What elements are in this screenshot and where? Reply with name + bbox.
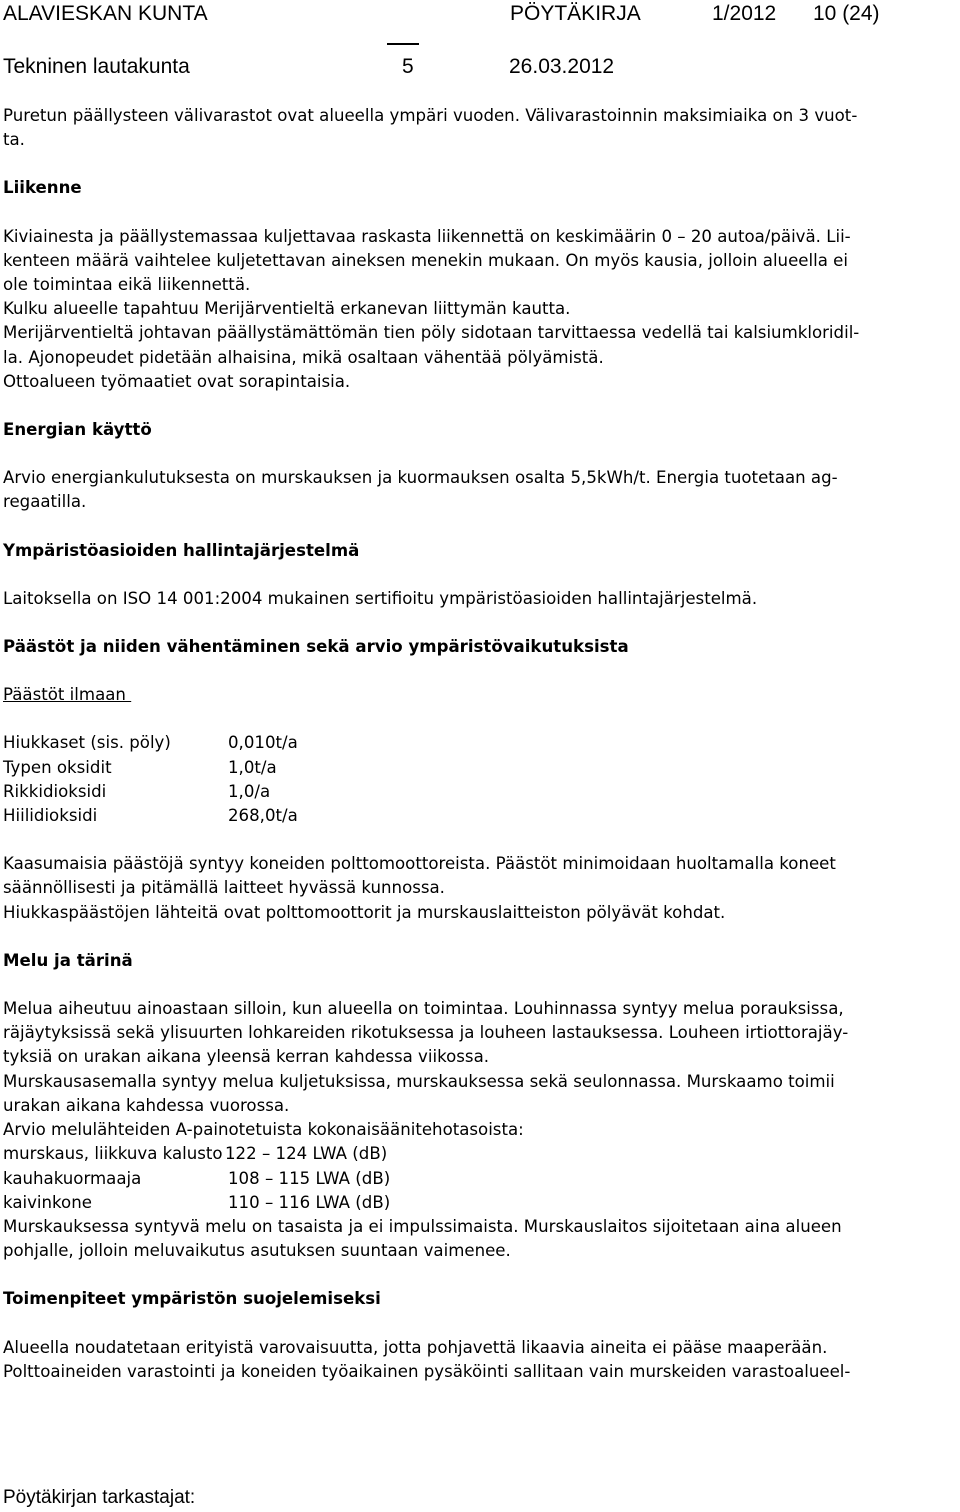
paragraph-line: Melua aiheutuu ainoastaan silloin, kun alueella on toimintaa. Louhinnassa syntyy melua porauksissa, [3,999,844,1019]
emission-name: Hiukkaset (sis. pöly) [3,733,171,753]
noise-row [3,1191,953,1215]
paragraph-line: Murskausasemalla syntyy melua kuljetuksissa, murskauksessa sekä seulonnassa. Murskaamo toimii [3,1071,835,1091]
paragraph-line: Arvio energiankulutuksesta on murskauksen ja kuormauksen osalta 5,5kWh/t. Energia tuotetaan ag- [3,468,838,488]
emission-row [3,804,953,828]
organization-name: ALAVIESKAN KUNTA [3,2,208,25]
paragraph-line: la. Ajonopeudet pidetään alhaisina, mikä osaltaan vähentää pölyämistä. [3,347,604,367]
paragraph-line: tyksiä on urakan aikana yleensä kerran kahdessa viikossa. [3,1047,490,1067]
emission-row [3,780,953,804]
page-number: 10 (24) [813,2,880,25]
heading-energy: Energian käyttö [3,420,152,440]
emission-name: Typen oksidit [3,757,112,777]
emission-value: 268,0t/a [228,806,298,826]
paragraph-line: säännöllisesti ja pitämällä laitteet hyvässä kunnossa. [3,878,445,898]
paragraph-line: Laitoksella on ISO 14 001:2004 mukainen sertifioitu ympäristöasioiden hallintajärjestelmä. [3,588,758,608]
heading-measures: Toimenpiteet ympäristön suojelemiseksi [3,1289,381,1309]
emission-value: 0,010t/a [228,733,298,753]
heading-noise: Melu ja tärinä [3,950,133,970]
emission-value: 1,0t/a [228,757,277,777]
noise-level: 110 – 116 LWA (dB) [228,1192,391,1212]
noise-row [3,1142,953,1166]
paragraph-line: Murskauksessa syntyvä melu on tasaista ja ei impulssimaista. Murskauslaitos sijoitetaan aina alueen [3,1216,842,1236]
emission-name: Rikkidioksidi [3,781,107,801]
paragraph-line: pohjalle, jolloin meluvaikutus asutuksen suuntaan vaimenee. [3,1241,511,1261]
paragraph-line: urakan aikana kahdessa vuorossa. [3,1095,290,1115]
board-name: Tekninen lautakunta [3,55,190,78]
paragraph-line: Kulku alueelle tapahtuu Merijärventieltä erkanevan liittymän kautta. [3,299,571,319]
paragraph-line: räjäytyksissä sekä ylisuurten lohkareiden rikotuksessa ja louheen lastauksessa. Louheen irtiottorajäy- [3,1023,849,1043]
paragraph-line: Kaasumaisia päästöjä syntyy koneiden polttomoottoreista. Päästöt minimoidaan huoltamalla koneet [3,854,836,874]
noise-source: kaivinkone [3,1192,92,1212]
paragraph-line: ole toimintaa eikä liikennettä. [3,275,251,295]
emission-value: 1,0/a [228,781,271,801]
paragraph-line: Polttoaineiden varastointi ja koneiden työaikainen pysäköinti sallitaan vain murskeiden varastoalueel- [3,1361,851,1381]
paragraph-line: Alueella noudatetaan erityistä varovaisuutta, jotta pohjavettä likaavia aineita ei pääse maaperään. [3,1337,828,1357]
heading-emissions: Päästöt ja niiden vähentäminen sekä arvio ympäristövaikutuksista [3,637,629,657]
subheading-air-emissions: Päästöt ilmaan [3,685,132,705]
emission-row [3,756,953,780]
paragraph-line: Ottoalueen työmaatiet ovat sorapintaisia. [3,371,351,391]
page-header [0,0,960,90]
paragraph-line: Kiviainesta ja päällystemassaa kuljettavaa raskasta liikennettä on keskimäärin 0 – 20 autoa/päivä. Lii- [3,226,851,246]
paragraph-line: ta. [3,130,25,150]
footer-label: Pöytäkirjan tarkastajat: [3,1487,196,1508]
document-number: 1/2012 [712,2,777,25]
heading-traffic: Liikenne [3,178,82,198]
document-body [3,104,953,1384]
paragraph-line: kenteen määrä vaihtelee kuljetettavan aineksen menekin mukaan. On myös kausia, jolloin alueella ei [3,250,848,270]
paragraph-line: Hiukkaspäästöjen lähteitä ovat polttomoottorit ja murskauslaitteiston pölyävät kohdat. [3,902,726,922]
document-type: PÖYTÄKIRJA [510,2,641,25]
noise-level: 108 – 115 LWA (dB) [228,1168,391,1188]
emission-row [3,731,953,755]
noise-source: murskaus, liikkuva kalusto [3,1144,223,1164]
section-mark [387,43,419,45]
noise-row [3,1167,953,1191]
paragraph-line: Arvio melulähteiden A-painotetuista kokonaisäänitehotasoista: [3,1120,524,1140]
meeting-date: 26.03.2012 [509,55,615,78]
noise-level: 122 – 124 LWA (dB) [225,1144,388,1164]
paragraph-line: Merijärventieltä johtavan päällystämättömän tien pöly sidotaan tarvittaessa vedellä tai kalsiumkloridil- [3,323,860,343]
section-number: 5 [402,55,414,78]
paragraph-line: Puretun päällysteen välivarastot ovat alueella ympäri vuoden. Välivarastoinnin maksimiaika on 3 vuot- [3,106,858,125]
emission-name: Hiilidioksidi [3,806,98,826]
heading-ems: Ympäristöasioiden hallintajärjestelmä [3,540,360,560]
paragraph-line: regaatilla. [3,492,87,512]
noise-source: kauhakuormaaja [3,1168,142,1188]
